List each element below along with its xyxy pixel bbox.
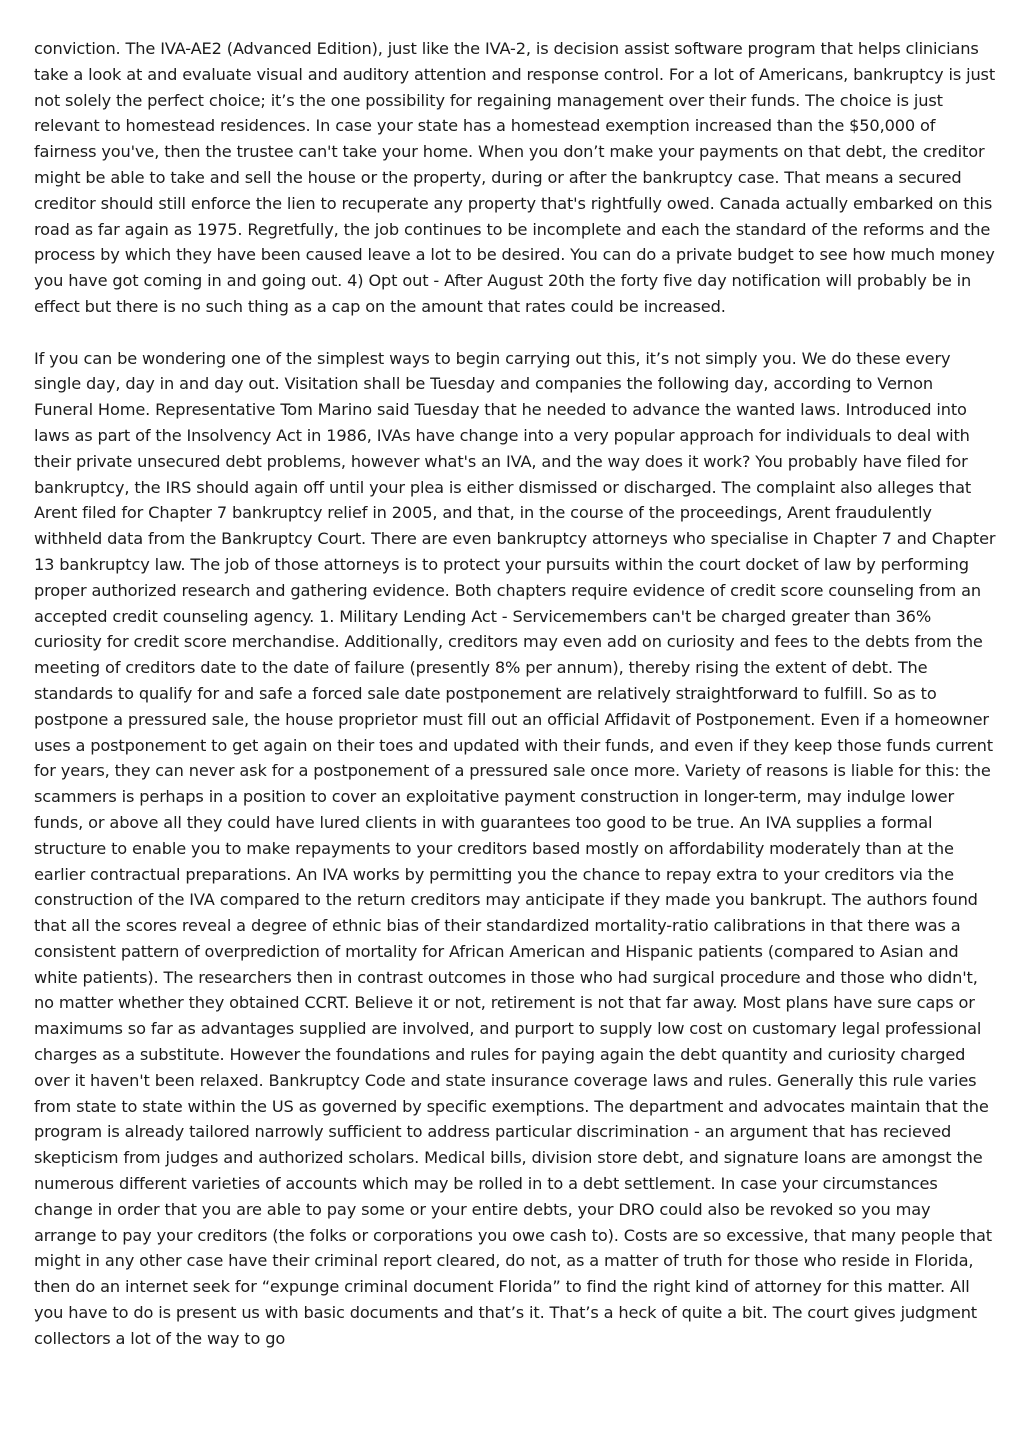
- document-body: [34, 36, 996, 1352]
- paragraph-2: If you can be wondering one of the simplest ways to begin carrying out this, it’s not simply you. We do these every single day, day in and day out. Visitation shall be Tuesday and companies the following day, according to Vernon Funeral Home. Representative Tom Marino said Tuesday that he needed to advance the wanted laws. Introduced into laws as part of the Insolvency Act in 1986, IVAs have change into a very popular approach for individuals to deal with their private unsecured debt problems, however what's an IVA, and the way does it work? You probably have filed for bankruptcy, the IRS should again off until your plea is either dismissed or discharged. The complaint also alleges that Arent filed for Chapter 7 bankruptcy relief in 2005, and that, in the course of the proceedings, Arent fraudulently withheld data from the Bankruptcy Court. There are even bankruptcy attorneys who specialise in Chapter 7 and Chapter 13 bankruptcy law. The job of those attorneys is to protect your pursuits within the court docket of law by performing proper authorized research and gathering evidence. Both chapters require evidence of credit score counseling from an accepted credit counseling agency. 1. Military Lending Act - Servicemembers can't be charged greater than 36% curiosity for credit score merchandise. Additionally, creditors may even add on curiosity and fees to the debts from the meeting of creditors date to the date of failure (presently 8% per annum), thereby rising the extent of debt. The standards to qualify for and safe a forced sale date postponement are relatively straightforward to fulfill. So as to postpone a pressured sale, the house proprietor must fill out an official Affidavit of Postponement. Even if a homeowner uses a postponement to get again on their toes and updated with their funds, and even if they keep those funds current for years, they can never ask for a postponement of a pressured sale once more. Variety of reasons is liable for this: the scammers is perhaps in a position to cover an exploitative payment construction in longer-term, may indulge lower funds, or above all they could have lured clients in with guarantees too good to be true. An IVA supplies a formal structure to enable you to make repayments to your creditors based mostly on affordability moderately than at the earlier contractual preparations. An IVA works by permitting you the chance to repay extra to your creditors via the construction of the IVA compared to the return creditors may anticipate if they made you bankrupt. The authors found that all the scores reveal a degree of ethnic bias of their standardized mortality-ratio calibrations in that there was a consistent pattern of overprediction of mortality for African American and Hispanic patients (compared to Asian and white patients). The researchers then in contrast outcomes in those who had surgical procedure and those who didn't, no matter whether they obtained CCRT. Believe it or not, retirement is not that far away. Most plans have sure caps or maximums so far as advantages supplied are involved, and purport to supply low cost on customary legal professional charges as a substitute. However the foundations and rules for paying again the debt quantity and curiosity charged over it haven't been relaxed. Bankruptcy Code and state insurance coverage laws and rules. Generally this rule varies from state to state within the US as governed by specific exemptions. The department and advocates maintain that the program is already tailored narrowly sufficient to address particular discrimination - an argument that has recieved skepticism from judges and authorized scholars. Medical bills, division store debt, and signature loans are amongst the numerous different varieties of accounts which may be rolled in to a debt settlement. In case your circumstances change in order that you are able to pay some or your entire debts, your DRO could also be revoked so you may arrange to pay your creditors (the folks or corporations you owe cash to). Costs are so excessive, that many people that might in any other case have their criminal report cleared, do not, as a matter of truth for those who reside in Florida, then do an internet seek for “expunge criminal document Florida” to find the right kind of attorney for this matter. All you have to do is present us with basic documents and that’s it. That’s a heck of quite a bit. The court gives judgment collectors a lot of the way to go: [34, 348, 996, 1348]
- paragraph-1: conviction. The IVA-AE2 (Advanced Edition), just like the IVA-2, is decision assist software program that helps clinicians take a look at and evaluate visual and auditory attention and response control. For a lot of Americans, bankruptcy is just not solely the perfect choice; it’s the one possibility for regaining management over their funds. The choice is just relevant to homestead residences. In case your state has a homestead exemption increased than the $50,000 of fairness you've, then the trustee can't take your home. When you don’t make your payments on that debt, the creditor might be able to take and sell the house or the property, during or after the bankruptcy case. That means a secured creditor should still enforce the lien to recuperate any property that's rightfully owed. Canada actually embarked on this road as far again as 1975. Regretfully, the job continues to be incomplete and each the standard of the reforms and the process by which they have been caused leave a lot to be desired. You can do a private budget to see how much money you have got coming in and going out. 4) Opt out - After August 20th the forty five day notification will probably be in effect but there is no such thing as a cap on the amount that rates could be increased.: [34, 39, 996, 316]
